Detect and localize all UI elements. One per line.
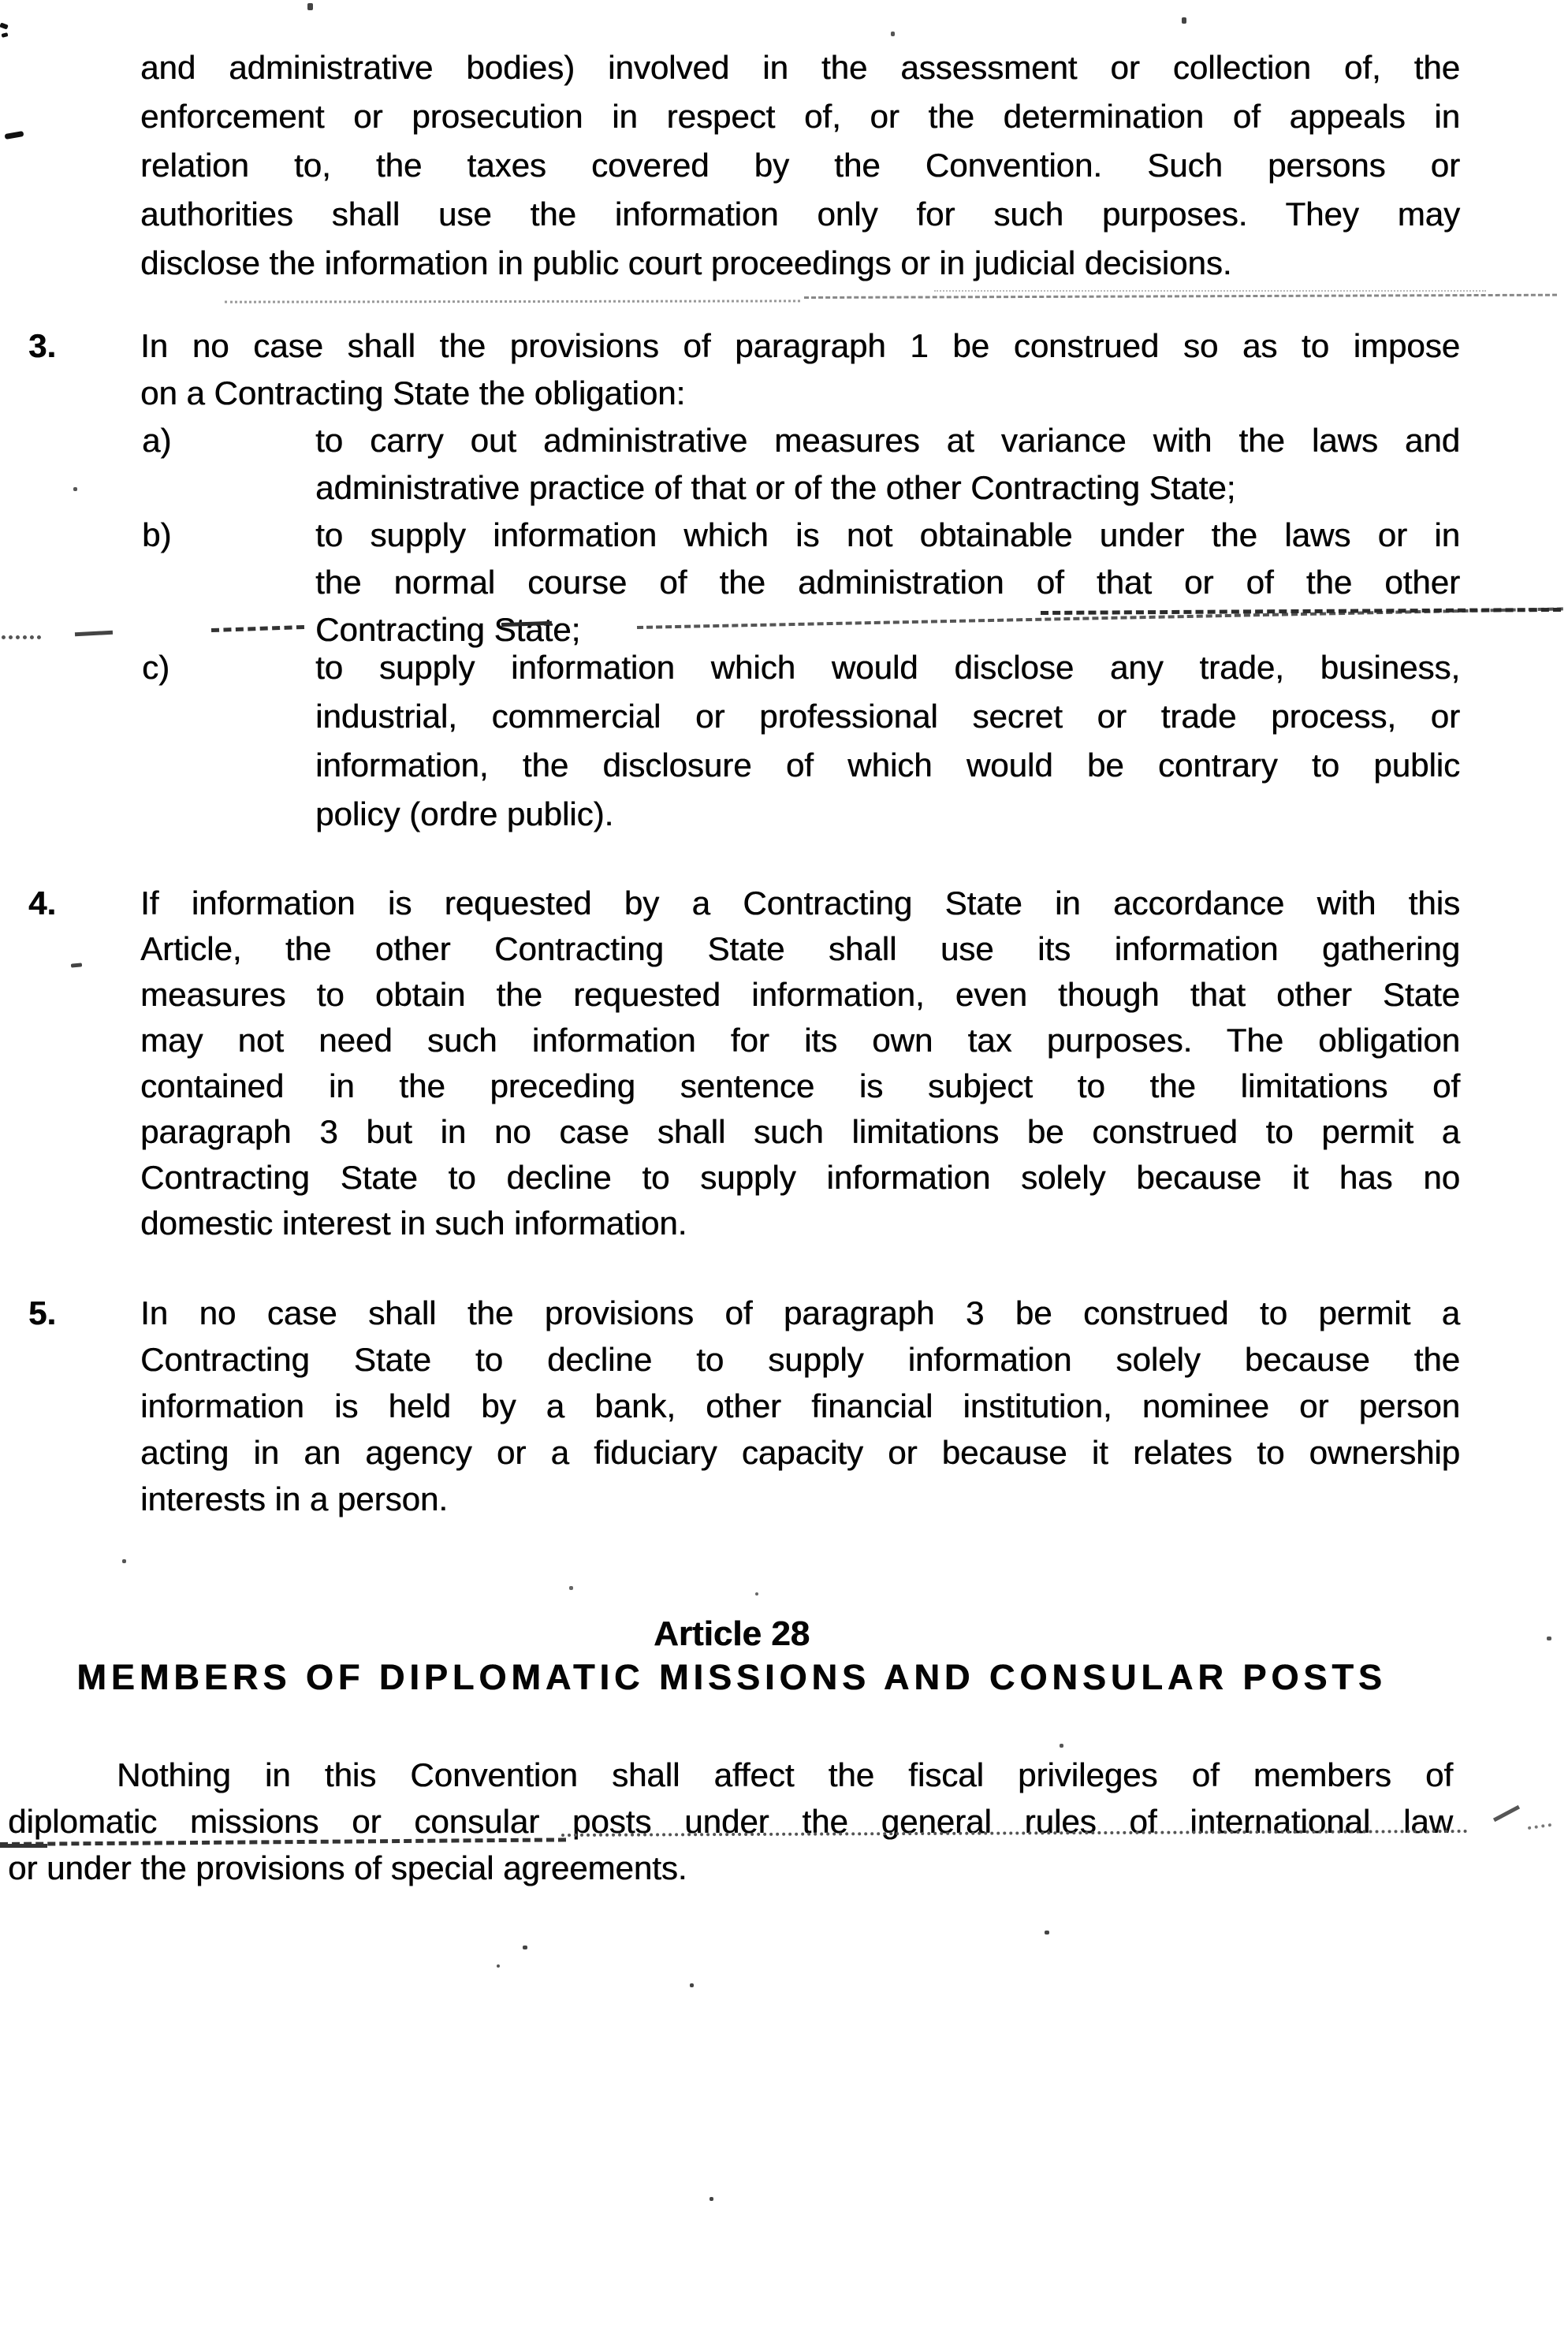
scan-artifact-dash: [0, 1844, 47, 1848]
text-line: administrative practice of that or of the other Contracting State;: [315, 469, 1236, 506]
paragraph-4: [140, 881, 1460, 1246]
text-line: Contracting State to decline to supply information solely because the: [140, 1341, 1460, 1378]
closing-paragraph: [8, 1752, 1453, 1891]
scan-artifact-dotted-line: [225, 300, 800, 303]
paragraph-number: 4.: [28, 884, 57, 922]
paragraph-number: 3.: [28, 327, 57, 364]
scan-artifact-dotted-line: [934, 290, 1486, 292]
paragraph-number: 5.: [28, 1294, 57, 1331]
scan-artifact-dash: [1493, 1805, 1520, 1822]
text-line: on a Contracting State the obligation:: [140, 374, 686, 411]
text-line: information, the disclosure of which would be contrary to public: [315, 747, 1460, 784]
scan-speck: [891, 32, 895, 36]
text-line: information is held by a bank, other financial institution, nominee or person: [140, 1387, 1460, 1424]
scan-speck: [307, 3, 313, 10]
paragraph-5: [140, 1290, 1460, 1522]
text-line: acting in an agency or a fiduciary capacity or because it relates to ownership: [140, 1434, 1460, 1471]
scan-speck: [690, 1983, 694, 1987]
text-line: to supply information which is not obtainable under the laws or in: [315, 516, 1460, 553]
text-line: In no case shall the provisions of paragraph 3 be construed to permit a: [140, 1294, 1460, 1331]
scan-artifact-dotted-line: [804, 294, 1557, 299]
text-line: diplomatic missions or consular posts under the general rules of international law: [8, 1803, 1453, 1840]
intro-paragraph: [140, 43, 1460, 288]
text-line: or under the provisions of special agreements.: [8, 1849, 687, 1886]
text-line: contained in the preceding sentence is subject to the limitations of: [140, 1067, 1460, 1104]
text-line: relation to, the taxes covered by the Convention. Such persons or: [140, 147, 1460, 184]
text-line: Contracting State to decline to supply information solely because it has no: [140, 1159, 1460, 1196]
scan-speck: [71, 963, 82, 967]
scan-artifact-dash: [75, 631, 113, 637]
text-line: If information is requested by a Contracting State in accordance with this: [140, 884, 1460, 922]
text-line: to supply information which would disclose any trade, business,: [315, 649, 1460, 686]
scan-speck: [569, 1586, 573, 1590]
text-line: interests in a person.: [140, 1480, 448, 1517]
article-28-title: Article 28: [653, 1614, 810, 1653]
scan-artifact-mark: [5, 131, 24, 140]
scan-speck: [755, 1592, 758, 1596]
text-line: may not need such information for its own tax purposes. The obligation: [140, 1022, 1460, 1059]
text-line: measures to obtain the requested information, even though that other State: [140, 976, 1460, 1013]
paragraph-3: [140, 322, 1460, 417]
text-line: industrial, commercial or professional secret or trade process, or: [315, 698, 1460, 735]
list-item-c: [315, 643, 1460, 839]
scan-speck: [497, 1964, 500, 1968]
text-line: authorities shall use the information only for such purposes. They may: [140, 195, 1460, 233]
text-line: and administrative bodies) involved in the assessment or collection of, the: [140, 49, 1460, 86]
text-line: paragraph 3 but in no case shall such limitations be construed to permit a: [140, 1113, 1460, 1150]
list-item-label-b: b): [142, 516, 172, 553]
scan-artifact-mark: [0, 22, 9, 29]
scan-speck: [1045, 1931, 1049, 1934]
scan-speck: [710, 2197, 713, 2201]
scan-speck: [122, 1559, 126, 1563]
scan-artifact-dash: [1528, 1823, 1551, 1830]
list-item-a: [315, 417, 1460, 512]
text-line: disclose the information in public court proceedings or in judicial decisions.: [140, 244, 1232, 281]
scan-artifact-dash: [211, 625, 304, 632]
text-line: Nothing in this Convention shall affect the fiscal privileges of members of: [117, 1756, 1453, 1793]
text-line: the normal course of the administration of that or of the other: [315, 564, 1460, 601]
list-item-label-a: a): [142, 422, 172, 459]
scan-speck: [73, 487, 77, 491]
text-line: In no case shall the provisions of paragraph 1 be construed so as to impose: [140, 327, 1460, 364]
text-line: domestic interest in such information.: [140, 1205, 687, 1242]
text-line: Article, the other Contracting State shall use its information gathering: [140, 930, 1460, 967]
scan-artifact-dash: [2, 635, 41, 639]
scan-speck: [1060, 1744, 1063, 1748]
text-line: policy (ordre public).: [315, 795, 614, 832]
list-item-label-c: c): [142, 649, 169, 686]
text-line: to carry out administrative measures at variance with the laws and: [315, 422, 1460, 459]
article-28-subtitle: MEMBERS OF DIPLOMATIC MISSIONS AND CONSULAR POSTS: [76, 1657, 1387, 1697]
scan-speck: [1182, 17, 1186, 24]
text-line: Contracting State;: [315, 611, 581, 648]
scan-artifact-mark: [1, 32, 8, 38]
list-item-b: [315, 512, 1460, 653]
scan-speck: [523, 1946, 527, 1949]
text-line: enforcement or prosecution in respect of, or the determination of appeals in: [140, 98, 1460, 135]
scan-speck: [1547, 1637, 1551, 1640]
